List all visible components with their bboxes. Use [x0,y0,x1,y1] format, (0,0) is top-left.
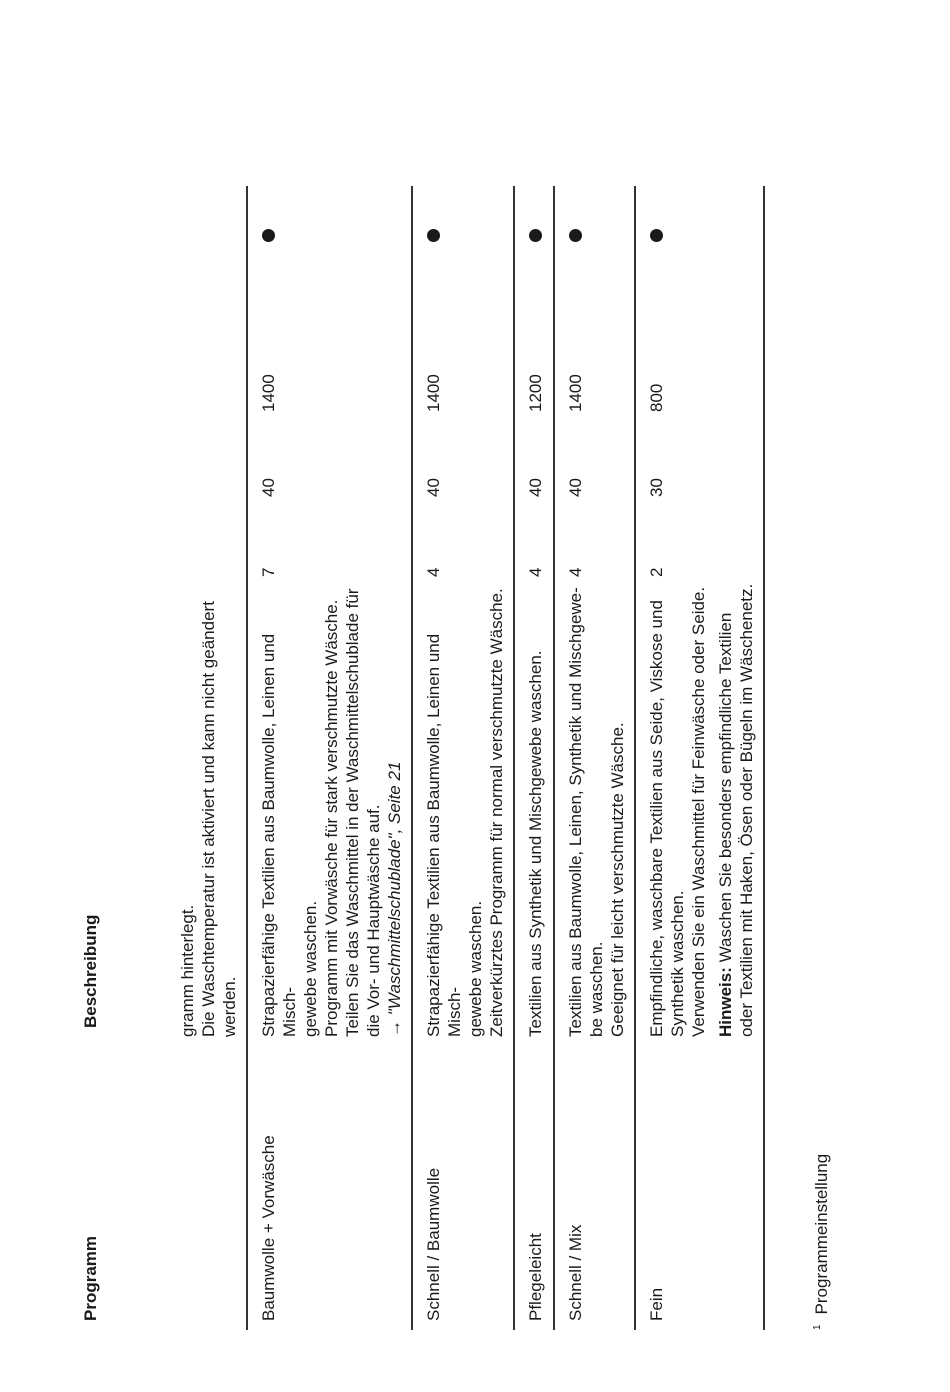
description-line: Strapazierfähige Textilien aus Baumwolle, Leinen und Misch- [259,633,299,1037]
program-table [53,186,765,1330]
continuation-line: werden. [220,976,239,1037]
temperature: 40 [247,414,412,499]
max-load: 4 [514,499,554,579]
description-line: Zeitverkürztes Programm für normal verschmutzte Wäsche. [487,588,506,1037]
description-line: gewebe waschen. [301,900,320,1037]
description-line: Synthetik waschen. [668,890,687,1037]
spin-speed: 1400 [554,244,635,414]
table-row [247,186,412,1330]
table-row-continuation [171,186,247,1330]
continuation-line: gramm hinterlegt. [178,904,197,1037]
program-name: Fein [635,1037,764,1330]
header-programm: Programm [81,1235,100,1321]
arrow-right-icon: → [385,1020,404,1037]
max-load: 4 [554,499,635,579]
program-name: Baumwolle + Vorwäsche [247,1037,412,1330]
description-line: Verwenden Sie ein Waschmittel für Feinwäsche oder Seide. [689,586,708,1037]
header-beschreibung: Beschreibung [81,914,100,1028]
bullet-icon [650,229,663,242]
table-header-row [53,186,171,1330]
table-row [412,186,514,1330]
max-load: 7 [247,499,412,579]
description-line: Strapazierfähige Textilien aus Baumwolle, Leinen und Misch- [424,633,464,1037]
hint-text: Waschen Sie besonders empfindliche Textilien [716,612,735,963]
temperature: 40 [514,414,554,499]
link-text: "Waschmittelschublade", Seite 21 [385,761,404,1016]
bullet-icon [427,229,440,242]
cross-reference-link[interactable] [384,583,405,1037]
temperature: 40 [412,414,514,499]
hint-line [715,583,736,1037]
description-line: Textilien aus Synthetik und Mischgewebe waschen. [526,650,545,1037]
description-line: Programm mit Vorwäsche für stark verschmutzte Wäsche. [322,599,341,1037]
bullet-icon [262,229,275,242]
spin-speed: 1200 [514,244,554,414]
footnote-marker: 1 [812,1324,823,1330]
description-line: be waschen. [587,941,606,1037]
description-line: Empfindliche, waschbare Textilien aus Seide, Viskose und [647,600,666,1037]
description-line: Geeignet für leicht verschmutzte Wäsche. [608,722,627,1037]
hint-line: oder Textilien mit Haken, Ösen oder Bügeln im Wäschenetz. [737,583,756,1037]
max-load: 4 [412,499,514,579]
program-name: Schnell / Mix [554,1037,635,1330]
max-load: 2 [635,499,764,579]
footnote-text: Programmeinstellung [812,1153,831,1315]
continuation-line: Die Waschtemperatur ist aktiviert und kann nicht geändert [199,601,218,1037]
program-name: Schnell / Baumwolle [412,1037,514,1330]
bullet-icon [569,229,582,242]
hint-label: Hinweis: [716,967,735,1037]
description-line: die Vor- und Hauptwäsche auf. [364,804,383,1037]
temperature: 30 [635,414,764,499]
footnote [812,1154,832,1330]
table-row [514,186,554,1330]
temperature: 40 [554,414,635,499]
program-name: Pflegeleicht [514,1037,554,1330]
spin-speed: 1400 [412,244,514,414]
table-row [635,186,764,1330]
table-row [554,186,635,1330]
description-line: gewebe waschen. [466,900,485,1037]
description-line: Textilien aus Baumwolle, Leinen, Synthetik und Mischgewe- [566,587,585,1037]
spin-speed: 1400 [247,244,412,414]
bullet-icon [529,229,542,242]
spin-speed: 800 [635,244,764,414]
description-line: Teilen Sie das Waschmittel in der Waschmittelschublade für [343,588,362,1037]
